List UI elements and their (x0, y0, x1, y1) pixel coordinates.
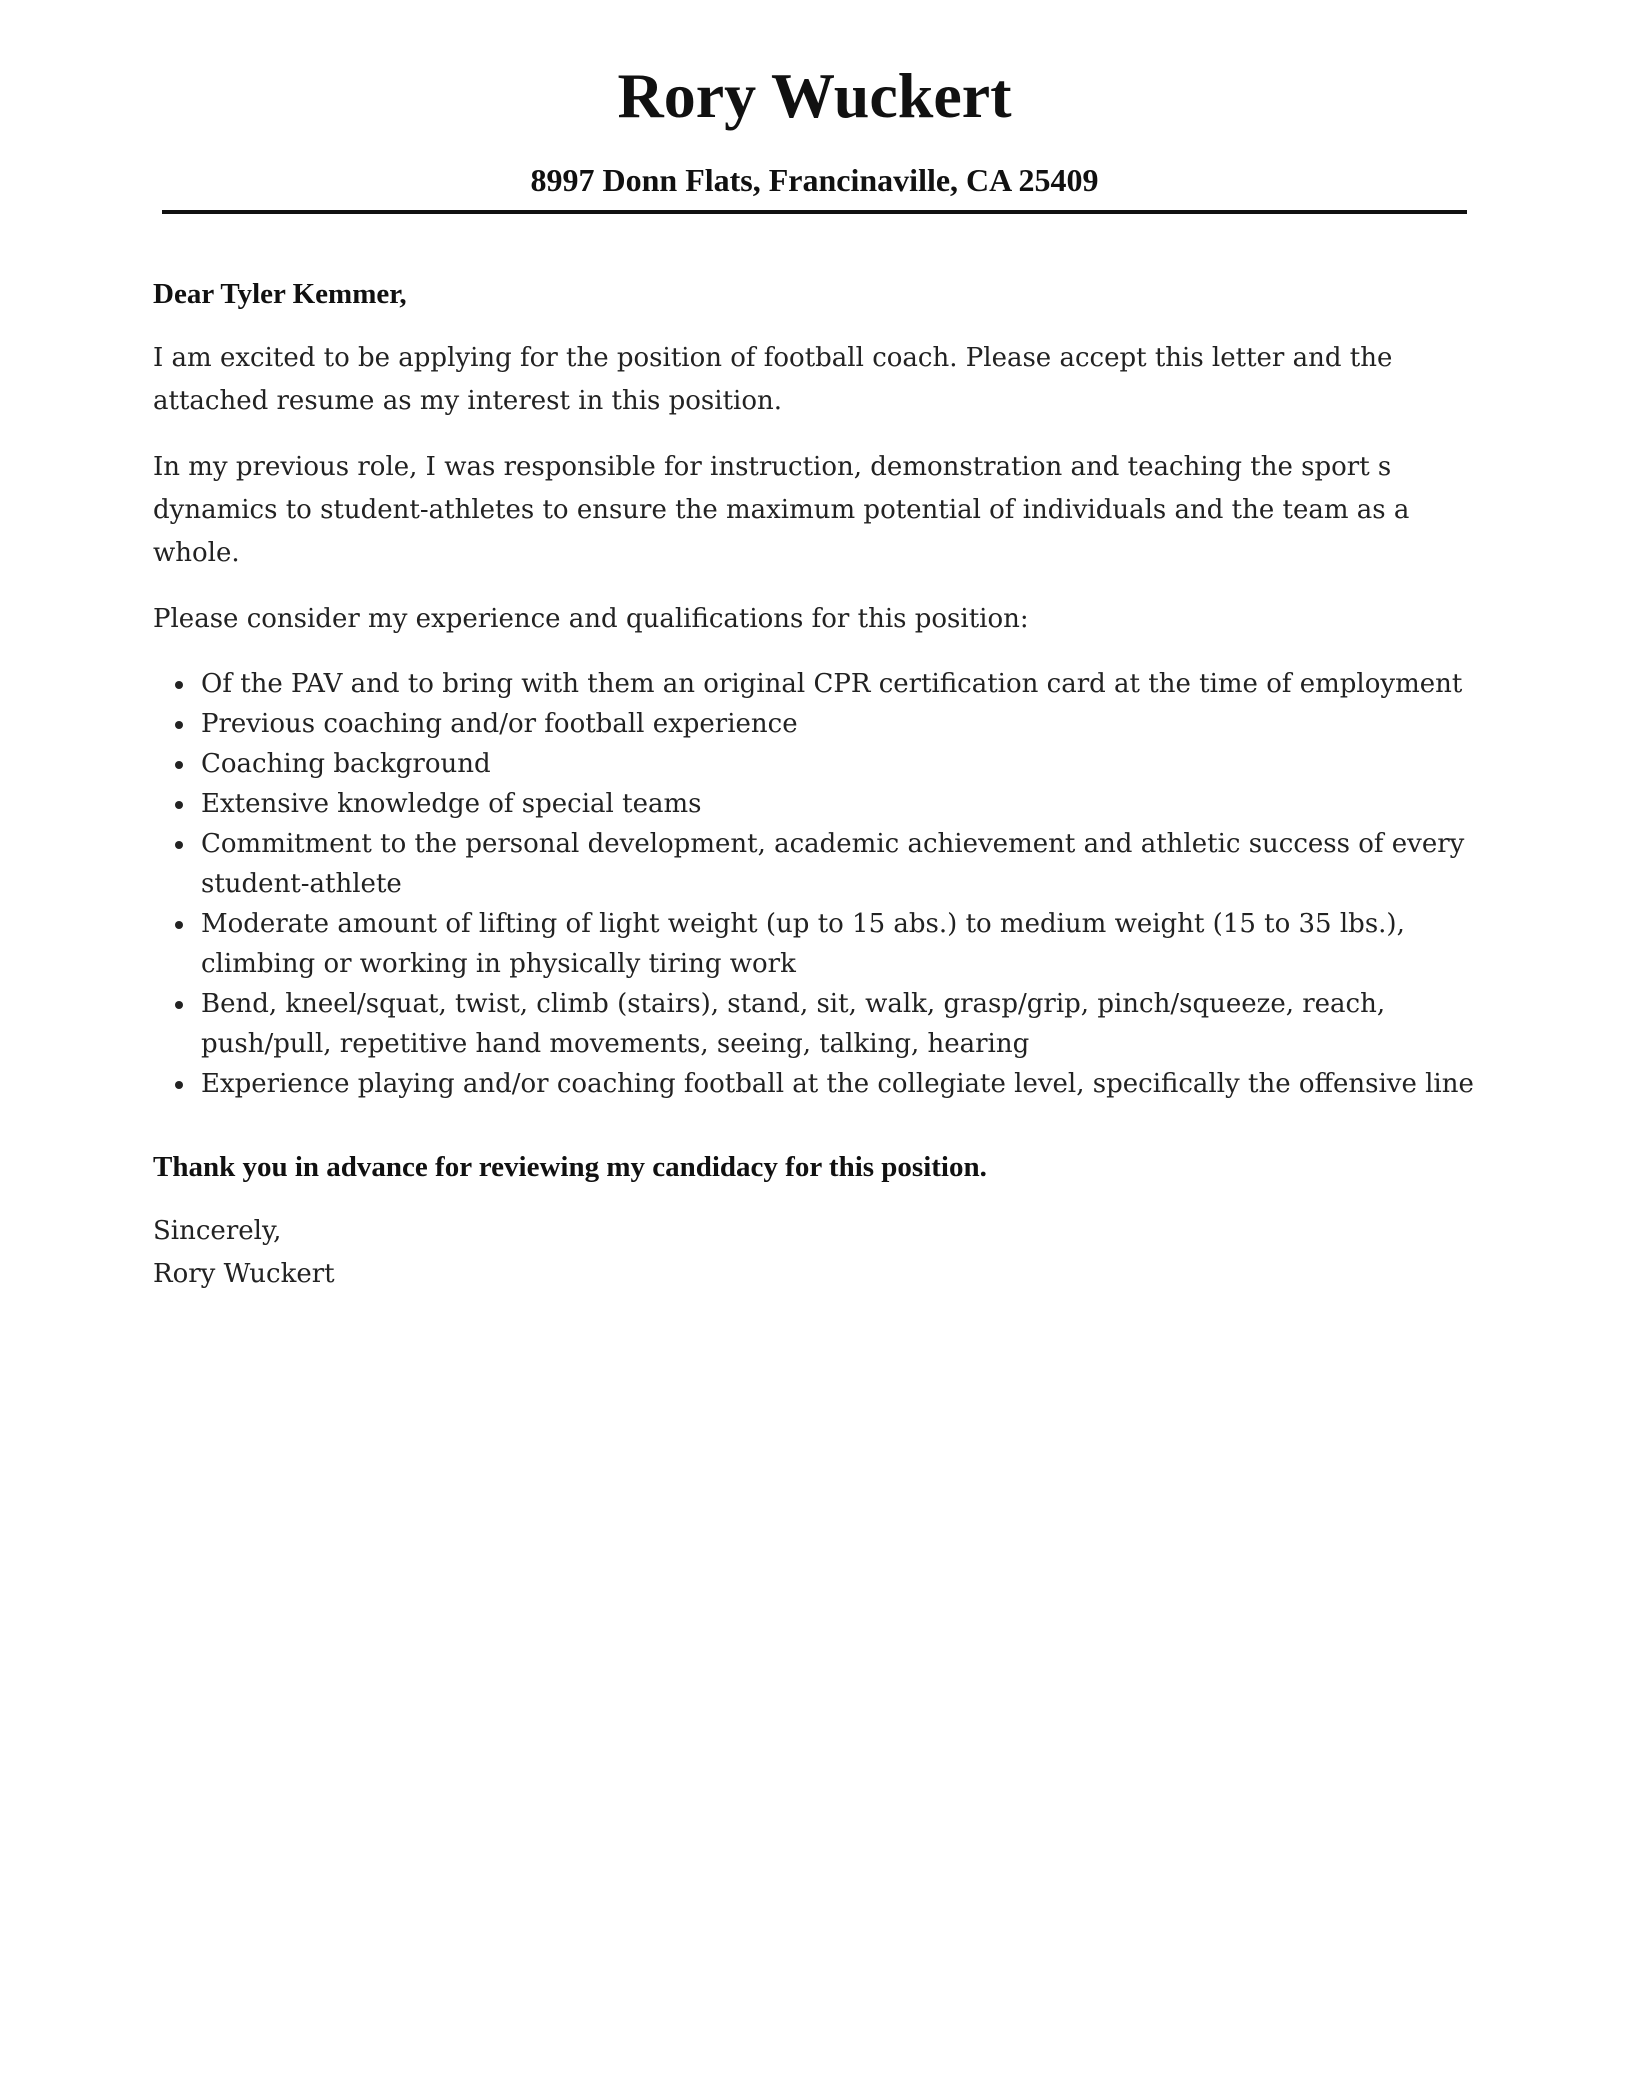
list-item (153, 744, 1483, 784)
list-item-text: Coaching background (201, 749, 491, 779)
bullet-dot-icon (175, 801, 183, 809)
list-item (153, 904, 1483, 984)
closing-text: Sincerely, (153, 1216, 282, 1246)
list-item-text: Experience playing and/or coaching football at the collegiate level, specifically the offensive line (201, 1069, 1474, 1099)
bullet-dot-icon (175, 1001, 183, 1009)
list-item (153, 824, 1483, 904)
thank-you-line: Thank you in advance for reviewing my candidacy for this position. (153, 1151, 987, 1183)
salutation: Dear Tyler Kemmer, (153, 278, 407, 310)
bullet-dot-icon (175, 721, 183, 729)
list-item-text: Previous coaching and/or football experience (201, 709, 798, 739)
list-item (153, 664, 1483, 704)
signature-name: Rory Wuckert (153, 1259, 335, 1289)
sender-address: 8997 Donn Flats, Francinaville, CA 25409 (530, 162, 1099, 198)
list-item-text: Bend, kneel/squat, twist, climb (stairs), stand, sit, walk, grasp/grip, pinch/squeeze, reach, push/pull, repetitive hand movements, seeing, talking, hearing (201, 989, 1386, 1059)
list-item (153, 984, 1483, 1064)
letter-header (162, 56, 1467, 200)
list-item-text: Of the PAV and to bring with them an original CPR certification card at the time of employment (201, 669, 1463, 699)
sender-name: Rory Wuckert (617, 60, 1012, 131)
paragraph-experience: In my previous role, I was responsible for instruction, demonstration and teaching the sport s dynamics to student-athletes to ensure the maximum potential of individuals and the team as a whole. (153, 452, 1410, 568)
header-divider (162, 210, 1467, 214)
list-item (153, 1064, 1483, 1104)
list-item-text: Commitment to the personal development, academic achievement and athletic success of every student-athlete (201, 829, 1465, 899)
bullet-dot-icon (175, 761, 183, 769)
paragraph-intro: I am excited to be applying for the position of football coach. Please accept this letter and the attached resume as my interest in this position. (153, 343, 1393, 416)
bullet-dot-icon (175, 841, 183, 849)
bullet-dot-icon (175, 921, 183, 929)
list-item (153, 784, 1483, 824)
bullet-dot-icon (175, 1081, 183, 1089)
qualifications-list (153, 664, 1483, 1104)
letter-body (153, 274, 1483, 1296)
list-item-text: Extensive knowledge of special teams (201, 789, 702, 819)
signoff-block (153, 1210, 1483, 1296)
bullet-dot-icon (175, 681, 183, 689)
paragraph-qualifications-lead: Please consider my experience and qualifications for this position: (153, 604, 1029, 634)
list-item-text: Moderate amount of lifting of light weight (up to 15 abs.) to medium weight (15 to 35 lbs.), climbing or working in physically tiring work (201, 909, 1405, 979)
list-item (153, 704, 1483, 744)
